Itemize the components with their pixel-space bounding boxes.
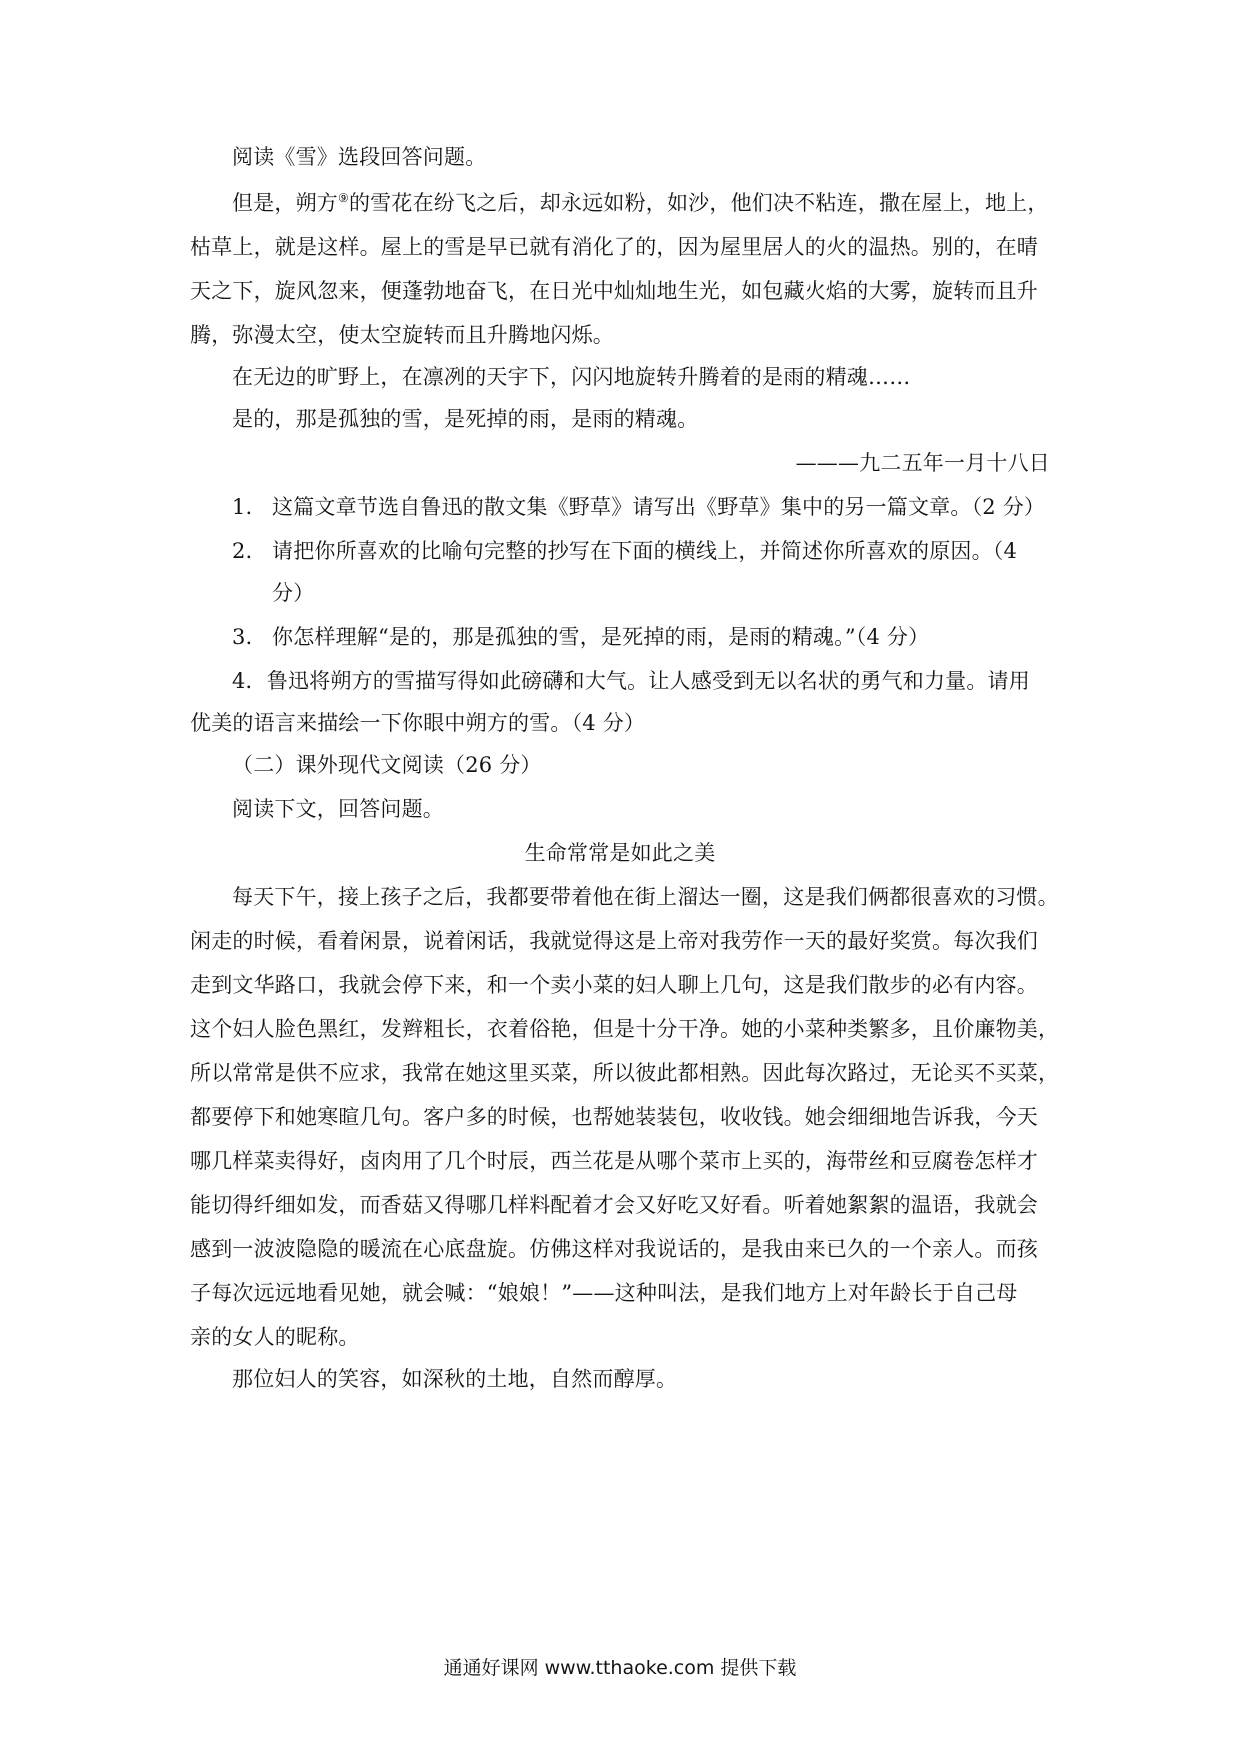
article-line: 哪几样菜卖得好，卤肉用了几个时辰，西兰花是从哪个菜市上买的，海带丝和豆腐卷怎样才: [190, 1149, 1038, 1173]
question-2-text-cont: 分）: [272, 581, 315, 605]
reading-instruction-2: 阅读下文，回答问题。: [232, 797, 444, 821]
article-line: 所以常常是供不应求，我常在她这里买菜，所以彼此都相熟。因此每次路过，无论买不买菜，: [190, 1061, 1060, 1085]
article-line: 走到文华路口，我就会停下来，和一个卖小菜的妇人聊上几句，这是我们散步的必有内容。: [190, 973, 1038, 997]
passage-paragraph-1-line-4: 腾，弥漫太空，使太空旋转而且升腾地闪烁。: [190, 323, 614, 347]
article-line: 闲走的时候，看着闲景，说着闲话，我就觉得这是上帝对我劳作一天的最好奖赏。每次我们: [190, 929, 1038, 953]
question-2-text: 请把你所喜欢的比喻句完整的抄写在下面的横线上，并简述你所喜欢的原因。（4: [272, 539, 1018, 563]
question-3-text: 你怎样理解“是的，那是孤独的雪，是死掉的雨，是雨的精魂。”（4 分）: [272, 625, 930, 649]
question-4-line-1: 4．鲁迅将朔方的雪描写得如此磅礴和大气。让人感受到无以名状的勇气和力量。请用: [232, 669, 1030, 693]
passage-date: ———九二五年一月十八日: [795, 451, 1050, 475]
article-line: 这个妇人脸色黑红，发辫粗长，衣着俗艳，但是十分干净。她的小菜种类繁多，且价廉物美，: [190, 1017, 1060, 1041]
article-line: 子每次远远地看见她，就会喊：“娘娘！”——这种叫法，是我们地方上对年龄长于自己母: [190, 1281, 1018, 1305]
page-footer: 通通好课网 www.tthaoke.com 提供下载: [443, 1657, 797, 1679]
article-line: 能切得纤细如发，而香菇又得哪几样料配着才会又好吃又好看。听着她絮絮的温语，我就会: [190, 1193, 1038, 1217]
article-line: 亲的女人的昵称。: [190, 1325, 360, 1349]
passage-paragraph-1-line-2: 枯草上，就是这样。屋上的雪是早已就有消化了的，因为屋里居人的火的温热。别的，在晴: [190, 235, 1038, 259]
question-3-number: 3.: [232, 625, 253, 649]
passage-paragraph-1-line-1: 但是，朔方⑨的雪花在纷飞之后，却永远如粉，如沙，他们决不粘连，撒在屋上，地上，: [232, 191, 1049, 215]
article-last-paragraph: 那位妇人的笑容，如深秋的土地，自然而醇厚。: [232, 1367, 678, 1391]
article-line: 感到一波波隐隐的暖流在心底盘旋。仿佛这样对我说话的，是我由来已久的一个亲人。而孩: [190, 1237, 1038, 1261]
section-heading: （二）课外现代文阅读（26 分）: [232, 753, 542, 777]
article-line: 每天下午，接上孩子之后，我都要带着他在街上溜达一圈，这是我们俩都很喜欢的习惯。: [232, 885, 1059, 909]
passage-paragraph-3: 是的，那是孤独的雪，是死掉的雨，是雨的精魂。: [232, 407, 699, 431]
passage-paragraph-1-line-3: 天之下，旋风忽来，便蓬勃地奋飞，在日光中灿灿地生光，如包藏火焰的大雾，旋转而且升: [190, 279, 1038, 303]
question-4-line-2: 优美的语言来描绘一下你眼中朔方的雪。（4 分）: [190, 711, 646, 735]
article-line: 都要停下和她寒暄几句。客户多的时候，也帮她装装包，收收钱。她会细细地告诉我，今天: [190, 1105, 1038, 1129]
question-2-number: 2.: [232, 539, 253, 563]
reading-instruction: 阅读《雪》选段回答问题。: [232, 145, 487, 169]
article-title: 生命常常是如此之美: [524, 841, 716, 865]
passage-paragraph-2: 在无边的旷野上，在凛冽的天宇下，闪闪地旋转升腾着的是雨的精魂……: [232, 365, 911, 389]
question-1-text: 这篇文章节选自鲁迅的散文集《野草》请写出《野草》集中的另一篇文章。（2 分）: [272, 495, 1046, 519]
question-1-number: 1.: [232, 495, 253, 519]
footnote-marker: ⑨: [338, 191, 349, 205]
